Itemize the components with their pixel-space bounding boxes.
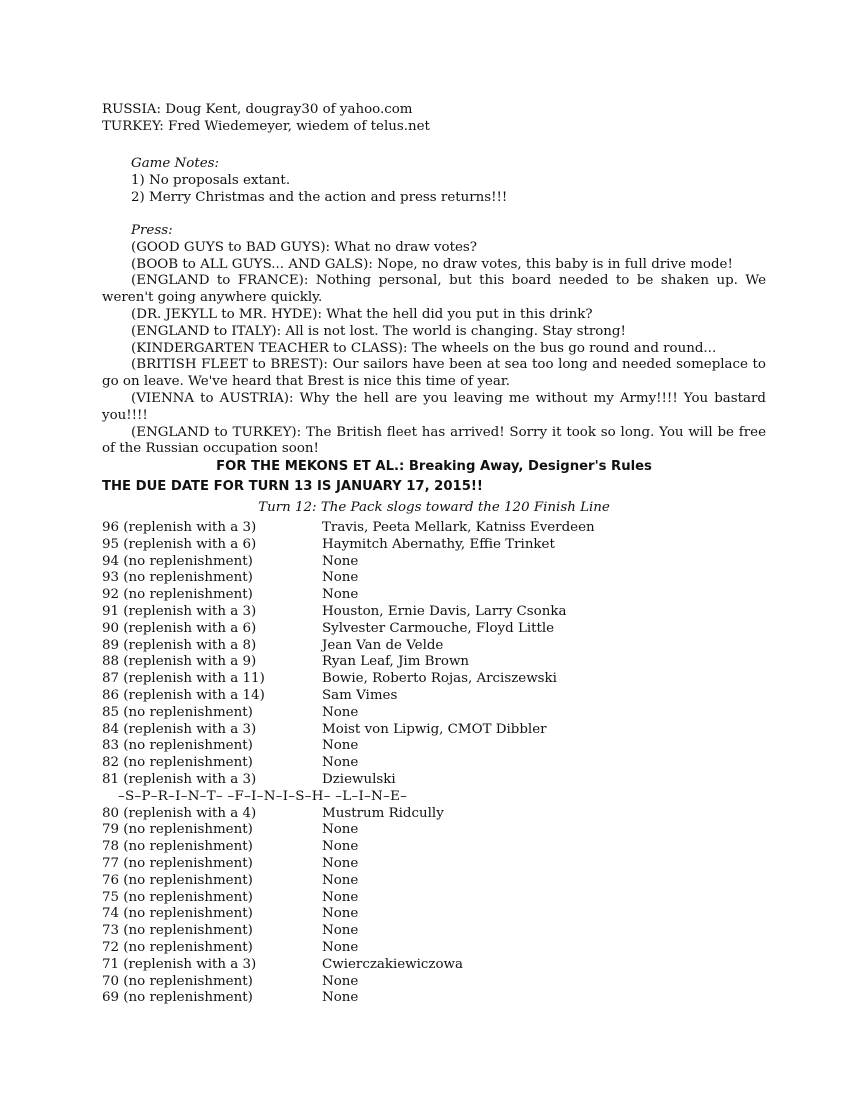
player-contacts bbox=[102, 102, 782, 136]
standing-position: 86 (replenish with a 14) bbox=[102, 687, 265, 703]
standing-riders: None bbox=[322, 553, 359, 569]
standing-row bbox=[102, 957, 766, 974]
standing-row bbox=[102, 990, 766, 1007]
press-item: (VIENNA to AUSTRIA): Why the hell are you leaving me without my Army!!!! You bastard you!!!! bbox=[102, 390, 766, 423]
standing-position: 91 (replenish with a 3) bbox=[102, 603, 257, 619]
standing-position: 89 (replenish with a 8) bbox=[102, 637, 257, 653]
standing-position: 84 (replenish with a 3) bbox=[102, 721, 257, 737]
standing-position: 76 (no replenishment) bbox=[102, 872, 253, 888]
standing-riders: Travis, Peeta Mellark, Katniss Everdeen bbox=[322, 520, 595, 535]
standings-bottom bbox=[102, 806, 766, 1008]
standing-riders: None bbox=[322, 738, 359, 754]
standing-row bbox=[102, 688, 766, 705]
standing-riders: Houston, Ernie Davis, Larry Csonka bbox=[322, 603, 567, 619]
standing-position: 74 (no replenishment) bbox=[102, 906, 253, 922]
standing-position: 94 (no replenishment) bbox=[102, 553, 253, 569]
standing-riders: Sylvester Carmouche, Floyd Little bbox=[322, 620, 555, 636]
press-item: (KINDERGARTEN TEACHER to CLASS): The wheels on the bus go round and round... bbox=[131, 340, 717, 356]
standing-riders: None bbox=[322, 822, 359, 838]
standing-position: 75 (no replenishment) bbox=[102, 889, 253, 905]
standing-row bbox=[102, 738, 766, 755]
standing-row bbox=[102, 822, 766, 839]
game-notes-section bbox=[102, 156, 782, 206]
standing-row bbox=[102, 722, 766, 739]
press-item: (DR. JEKYLL to MR. HYDE): What the hell did you put in this drink? bbox=[131, 306, 593, 322]
standing-riders: None bbox=[322, 839, 359, 855]
standing-riders: None bbox=[322, 855, 359, 871]
standing-position: 90 (replenish with a 6) bbox=[102, 620, 257, 636]
contact-turkey: TURKEY: Fred Wiedemeyer, wiedem of telus.net bbox=[102, 118, 430, 134]
standing-row bbox=[102, 940, 766, 957]
standing-riders: Cwierczakiewiczowa bbox=[322, 956, 463, 972]
standing-riders: Bowie, Roberto Rojas, Arciszewski bbox=[322, 671, 557, 687]
standing-position: 87 (replenish with a 11) bbox=[102, 671, 265, 687]
standing-position: 72 (no replenishment) bbox=[102, 939, 253, 955]
standing-riders: None bbox=[322, 889, 359, 905]
standing-row bbox=[102, 806, 766, 823]
press-item: (ENGLAND to ITALY): All is not lost. The world is changing. Stay strong! bbox=[131, 323, 626, 339]
standing-position: 78 (no replenishment) bbox=[102, 839, 253, 855]
standing-riders: None bbox=[322, 990, 359, 1006]
standing-riders: Ryan Leaf, Jim Brown bbox=[322, 654, 470, 670]
standing-row bbox=[102, 974, 766, 991]
standing-position: 83 (no replenishment) bbox=[102, 738, 253, 754]
game-note-item: 1) No proposals extant. bbox=[131, 172, 291, 188]
standings-top bbox=[102, 520, 766, 789]
standing-riders: None bbox=[322, 872, 359, 888]
standing-position: 71 (replenish with a 3) bbox=[102, 956, 257, 972]
standing-position: 96 (replenish with a 3) bbox=[102, 520, 257, 535]
game-heading: FOR THE MEKONS ET AL.: Breaking Away, Designer's Rules bbox=[216, 459, 652, 474]
standing-row bbox=[102, 705, 766, 722]
standing-position: 85 (no replenishment) bbox=[102, 704, 253, 720]
press-title: Press: bbox=[131, 223, 173, 238]
contact-russia: RUSSIA: Doug Kent, dougray30 of yahoo.com bbox=[102, 102, 413, 117]
standing-row bbox=[102, 520, 766, 537]
standing-row bbox=[102, 906, 766, 923]
due-date-heading: THE DUE DATE FOR TURN 13 IS JANUARY 17, 2015!! bbox=[102, 479, 483, 494]
standing-row bbox=[102, 923, 766, 940]
standing-position: 93 (no replenishment) bbox=[102, 570, 253, 586]
standing-row bbox=[102, 570, 766, 587]
standing-row bbox=[102, 604, 766, 621]
standing-riders: None bbox=[322, 755, 359, 771]
standing-riders: Mustrum Ridcully bbox=[322, 805, 444, 821]
standing-row bbox=[102, 755, 766, 772]
press-item: (BRITISH FLEET to BREST): Our sailors have been at sea too long and needed someplace to go on leave. We've heard that Brest is nice this time of year. bbox=[102, 357, 766, 390]
standing-row bbox=[102, 671, 766, 688]
standing-riders: None bbox=[322, 923, 359, 939]
press-item: (ENGLAND to FRANCE): Nothing personal, but this board needed to be shaken up. We weren't going anywhere quickly. bbox=[102, 273, 766, 306]
standing-riders: None bbox=[322, 939, 359, 955]
standing-position: 95 (replenish with a 6) bbox=[102, 536, 257, 552]
standing-row bbox=[102, 856, 766, 873]
standing-row bbox=[102, 587, 766, 604]
standing-row bbox=[102, 654, 766, 671]
press-section bbox=[102, 223, 766, 458]
standing-row bbox=[102, 839, 766, 856]
standing-position: 88 (replenish with a 9) bbox=[102, 654, 257, 670]
standing-row bbox=[102, 873, 766, 890]
game-note-item: 2) Merry Christmas and the action and press returns!!! bbox=[131, 189, 508, 205]
standing-riders: None bbox=[322, 973, 359, 989]
standing-position: 82 (no replenishment) bbox=[102, 755, 253, 771]
standing-riders: Moist von Lipwig, CMOT Dibbler bbox=[322, 721, 547, 737]
press-item: (ENGLAND to TURKEY): The British fleet has arrived! Sorry it took so long. You will be free of the Russian occupation soon! bbox=[102, 424, 766, 457]
standing-row bbox=[102, 890, 766, 907]
standing-riders: None bbox=[322, 570, 359, 586]
standing-riders: Jean Van de Velde bbox=[322, 637, 444, 653]
standing-riders: Haymitch Abernathy, Effie Trinket bbox=[322, 536, 555, 552]
standing-row bbox=[102, 621, 766, 638]
standing-position: 79 (no replenishment) bbox=[102, 822, 253, 838]
standing-position: 70 (no replenishment) bbox=[102, 973, 253, 989]
standing-position: 92 (no replenishment) bbox=[102, 587, 253, 603]
standing-position: 73 (no replenishment) bbox=[102, 923, 253, 939]
turn-title: Turn 12: The Pack slogs toward the 120 Finish Line bbox=[258, 500, 610, 515]
press-item: (GOOD GUYS to BAD GUYS): What no draw votes? bbox=[131, 239, 477, 255]
standing-position: 77 (no replenishment) bbox=[102, 855, 253, 871]
standing-riders: None bbox=[322, 906, 359, 922]
standing-riders: None bbox=[322, 704, 359, 720]
standing-position: 81 (replenish with a 3) bbox=[102, 771, 257, 787]
standing-row bbox=[102, 537, 766, 554]
standing-position: 80 (replenish with a 4) bbox=[102, 805, 257, 821]
sprint-finish-line: –S–P–R–I–N–T– –F–I–N–I–S–H– –L–I–N–E– bbox=[118, 788, 408, 804]
standing-riders: Dziewulski bbox=[322, 771, 396, 787]
standing-riders: None bbox=[322, 587, 359, 603]
standing-position: 69 (no replenishment) bbox=[102, 990, 253, 1006]
standing-row bbox=[102, 772, 766, 789]
standing-riders: Sam Vimes bbox=[322, 687, 398, 703]
standing-row bbox=[102, 554, 766, 571]
game-notes-title: Game Notes: bbox=[131, 156, 220, 171]
standings-list bbox=[102, 520, 766, 1007]
standing-row bbox=[102, 638, 766, 655]
press-item: (BOOB to ALL GUYS... AND GALS): Nope, no draw votes, this baby is in full drive mode! bbox=[131, 256, 733, 272]
